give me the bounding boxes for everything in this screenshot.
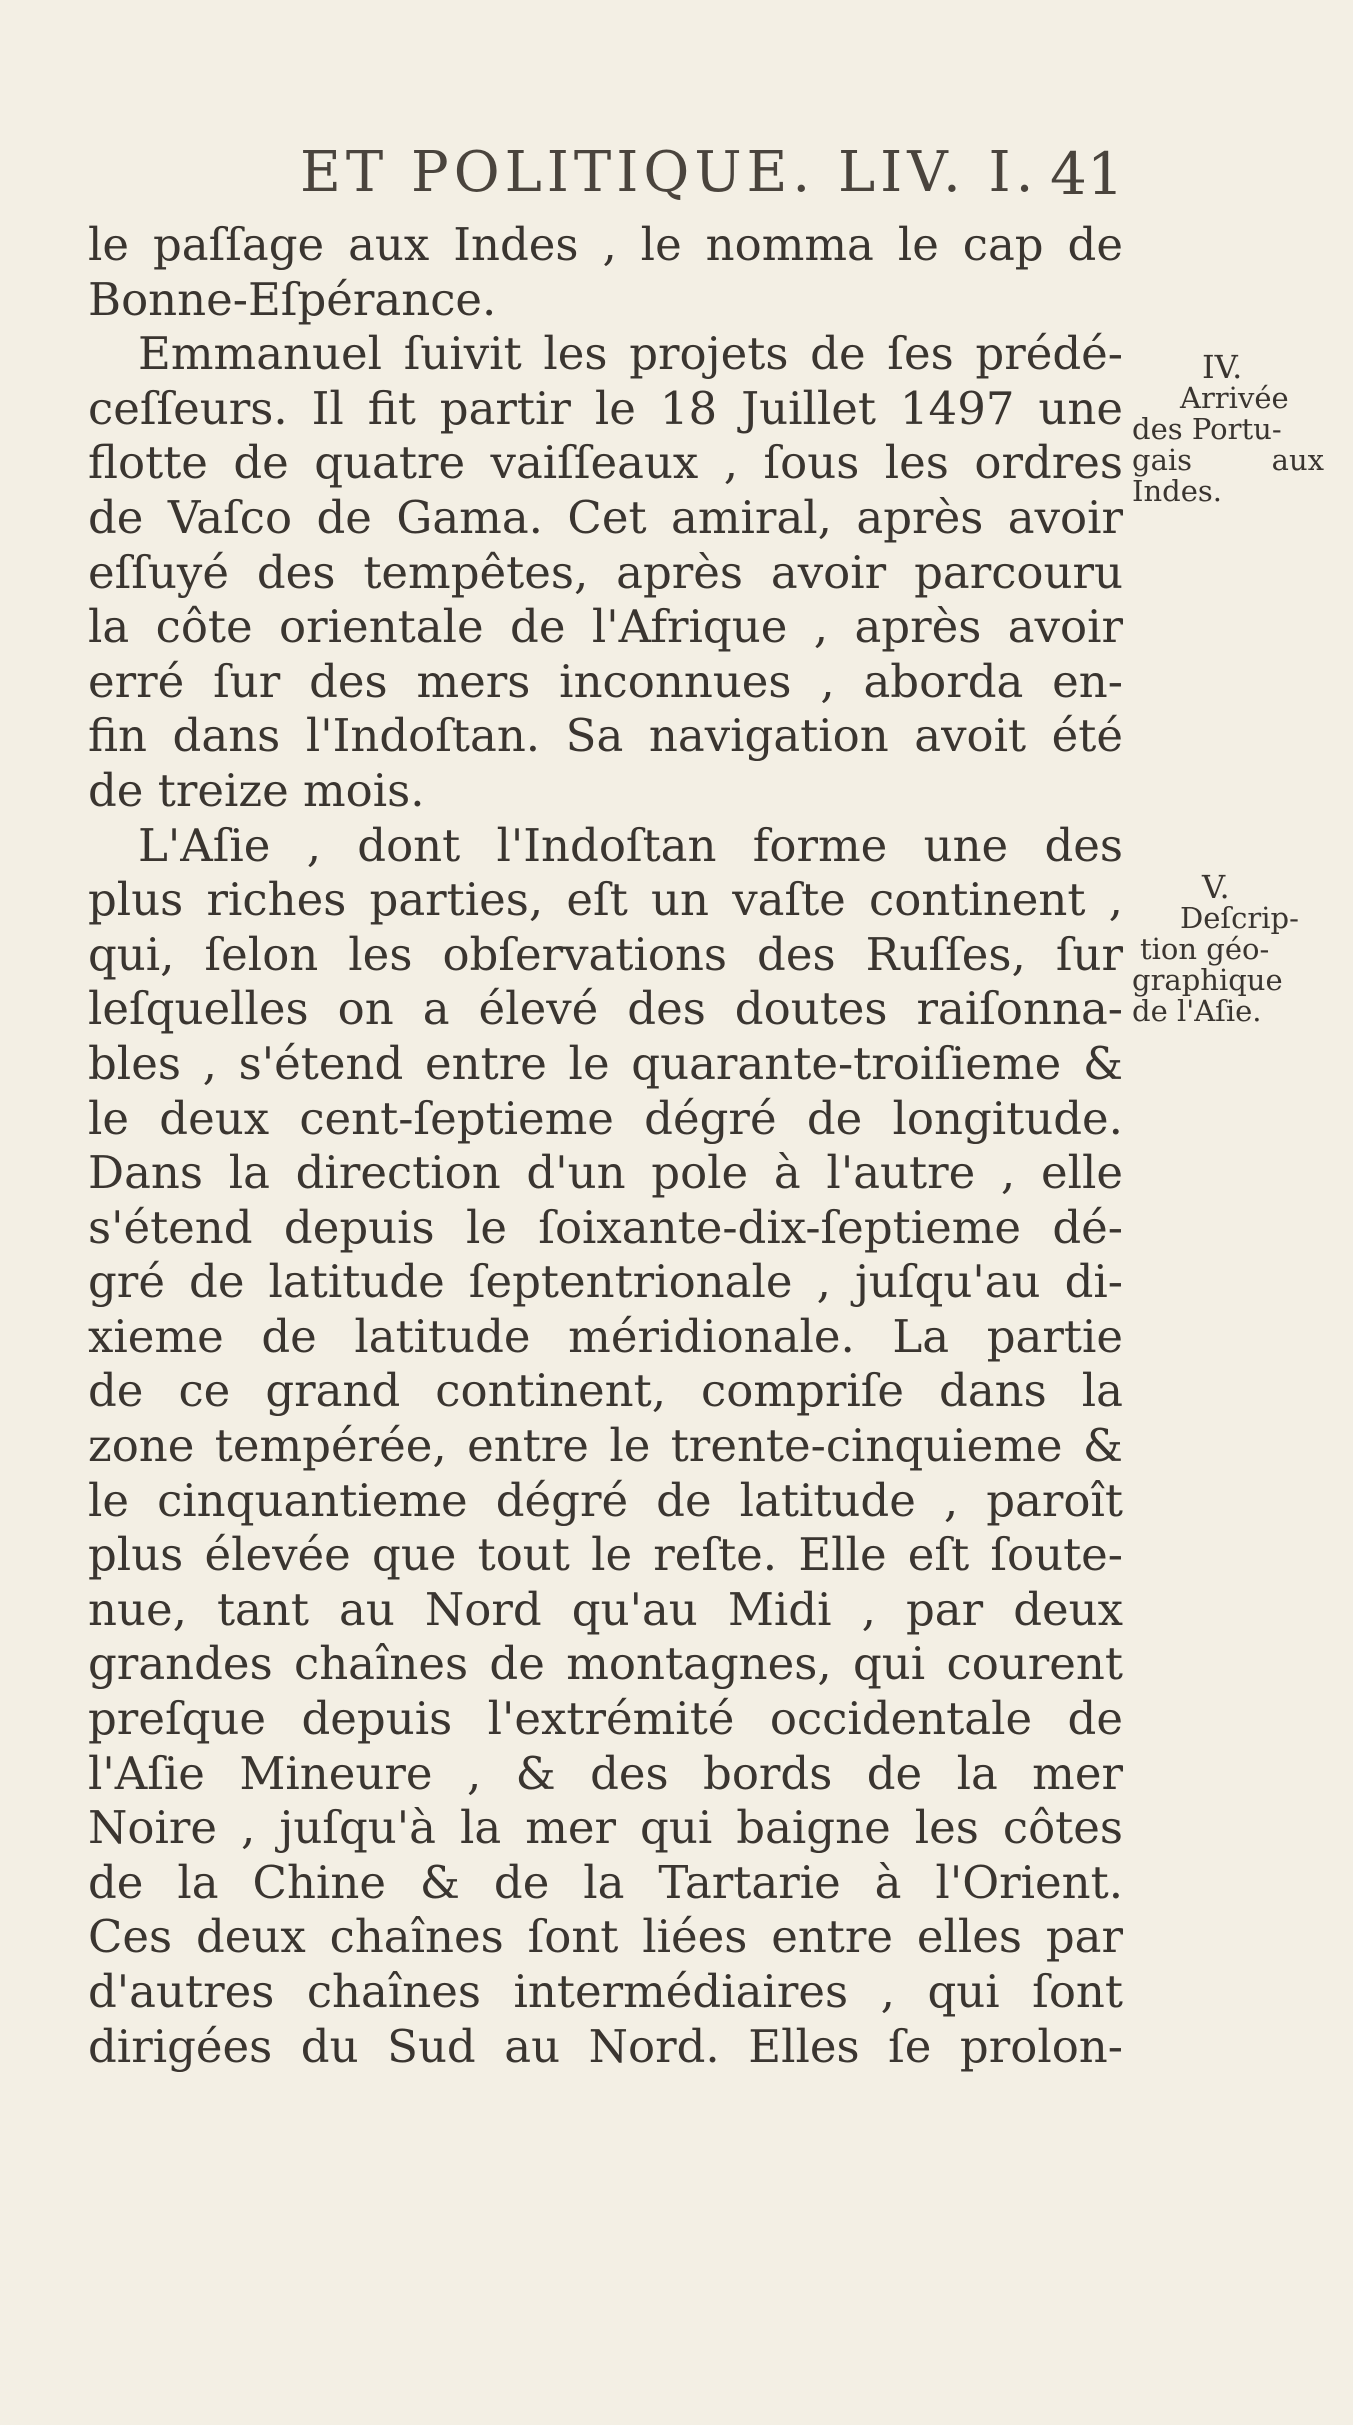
margin-note-line: des Portu- <box>1132 412 1282 446</box>
margin-note-line: graphique <box>1132 963 1283 997</box>
text-line: le deux cent-ſeptieme dégré de longitude. <box>88 1091 1123 1145</box>
margin-note-line: Arrivée <box>1180 381 1289 415</box>
running-title: ET POLITIQUE. LIV. I. <box>300 140 1039 205</box>
text-line: qui, ſelon les obſervations des Ruſſes, ſur <box>88 927 1123 981</box>
text-line: ceſſeurs. Il fit partir le 18 Juillet 1497 une <box>88 381 1123 435</box>
text-line: d'autres chaînes intermédiaires , qui ſont <box>88 1965 1123 2018</box>
text-line: gré de latitude ſeptentrionale , juſqu'au di- <box>88 1255 1123 1309</box>
text-line: fin dans l'Indoſtan. Sa navigation avoit été <box>88 709 1123 763</box>
text-line: L'Aſie , dont l'Indoſtan forme une des <box>138 818 1123 872</box>
text-line: bles , s'étend entre le quarante-troiſieme & <box>88 1036 1123 1090</box>
text-line: l'Aſie Mineure , & des bords de la mer <box>88 1746 1123 1800</box>
text-line: grandes chaînes de montagnes, qui courent <box>88 1637 1123 1691</box>
text-line: nue, tant au Nord qu'au Midi , par deux <box>88 1582 1123 1636</box>
margin-note-line <box>1132 445 1342 476</box>
text-line: de la Chine & de la Tartarie à l'Orient. <box>88 1855 1123 1909</box>
text-line: le cinquantieme dégré de latitude , paroît <box>88 1473 1123 1527</box>
margin-note-description <box>1132 868 1342 1028</box>
text-line: preſque depuis l'extrémité occidentale de <box>88 1692 1123 1746</box>
text-line: flotte de quatre vaiſſeaux , ſous les ordres <box>88 436 1123 490</box>
text-line: eſſuyé des tempêtes, après avoir parcouru <box>88 545 1123 599</box>
margin-note-line: de l'Aſie. <box>1132 994 1262 1028</box>
margin-note-numeral: V. <box>1202 868 1230 906</box>
margin-note-numeral: IV. <box>1202 348 1243 386</box>
text-line: dirigées du Sud au Nord. Elles ſe prolon- <box>88 2019 1123 2073</box>
text-line: zone tempérée, entre le trente-cinquieme & <box>88 1419 1123 1473</box>
text-line: plus riches parties, eſt un vaſte continent , <box>88 873 1123 927</box>
margin-note-word: aux <box>1271 443 1324 477</box>
text-line: de Vaſco de Gama. Cet amiral, après avoir <box>88 490 1123 544</box>
text-line: Bonne-Eſpérance. <box>88 272 497 326</box>
text-line: le paſſage aux Indes , le nomma le cap de <box>88 218 1123 271</box>
margin-note-line: tion géo- <box>1140 932 1270 966</box>
text-line: Dans la direction d'un pole à l'autre , elle <box>88 1146 1123 1200</box>
text-line: Noire , juſqu'à la mer qui baigne les côtes <box>88 1801 1123 1855</box>
text-line: Emmanuel ſuivit les projets de ſes prédé- <box>138 327 1123 381</box>
text-line: xieme de latitude méridionale. La partie <box>88 1309 1123 1363</box>
text-line: erré ſur des mers inconnues , aborda en- <box>88 654 1123 708</box>
text-line: s'étend depuis le ſoixante-dix-ſeptieme dé- <box>88 1200 1123 1254</box>
text-line: de treize mois. <box>88 763 425 817</box>
text-line: leſquelles on a élevé des doutes raiſonna- <box>88 982 1123 1036</box>
margin-note-arrival <box>1132 348 1342 508</box>
page-number: 41 <box>1050 140 1124 208</box>
margin-note-word: gais <box>1132 443 1193 477</box>
text-line: de ce grand continent, compriſe dans la <box>88 1364 1123 1418</box>
body-text <box>88 218 1123 2074</box>
text-line: plus élevée que tout le reſte. Elle eſt ſoute- <box>88 1528 1123 1582</box>
margin-note-line: Indes. <box>1132 474 1222 508</box>
text-line: la côte orientale de l'Afrique , après avoir <box>88 600 1123 654</box>
margin-note-line: Deſcrip- <box>1180 901 1299 935</box>
text-line: Ces deux chaînes ſont liées entre elles par <box>88 1910 1123 1964</box>
